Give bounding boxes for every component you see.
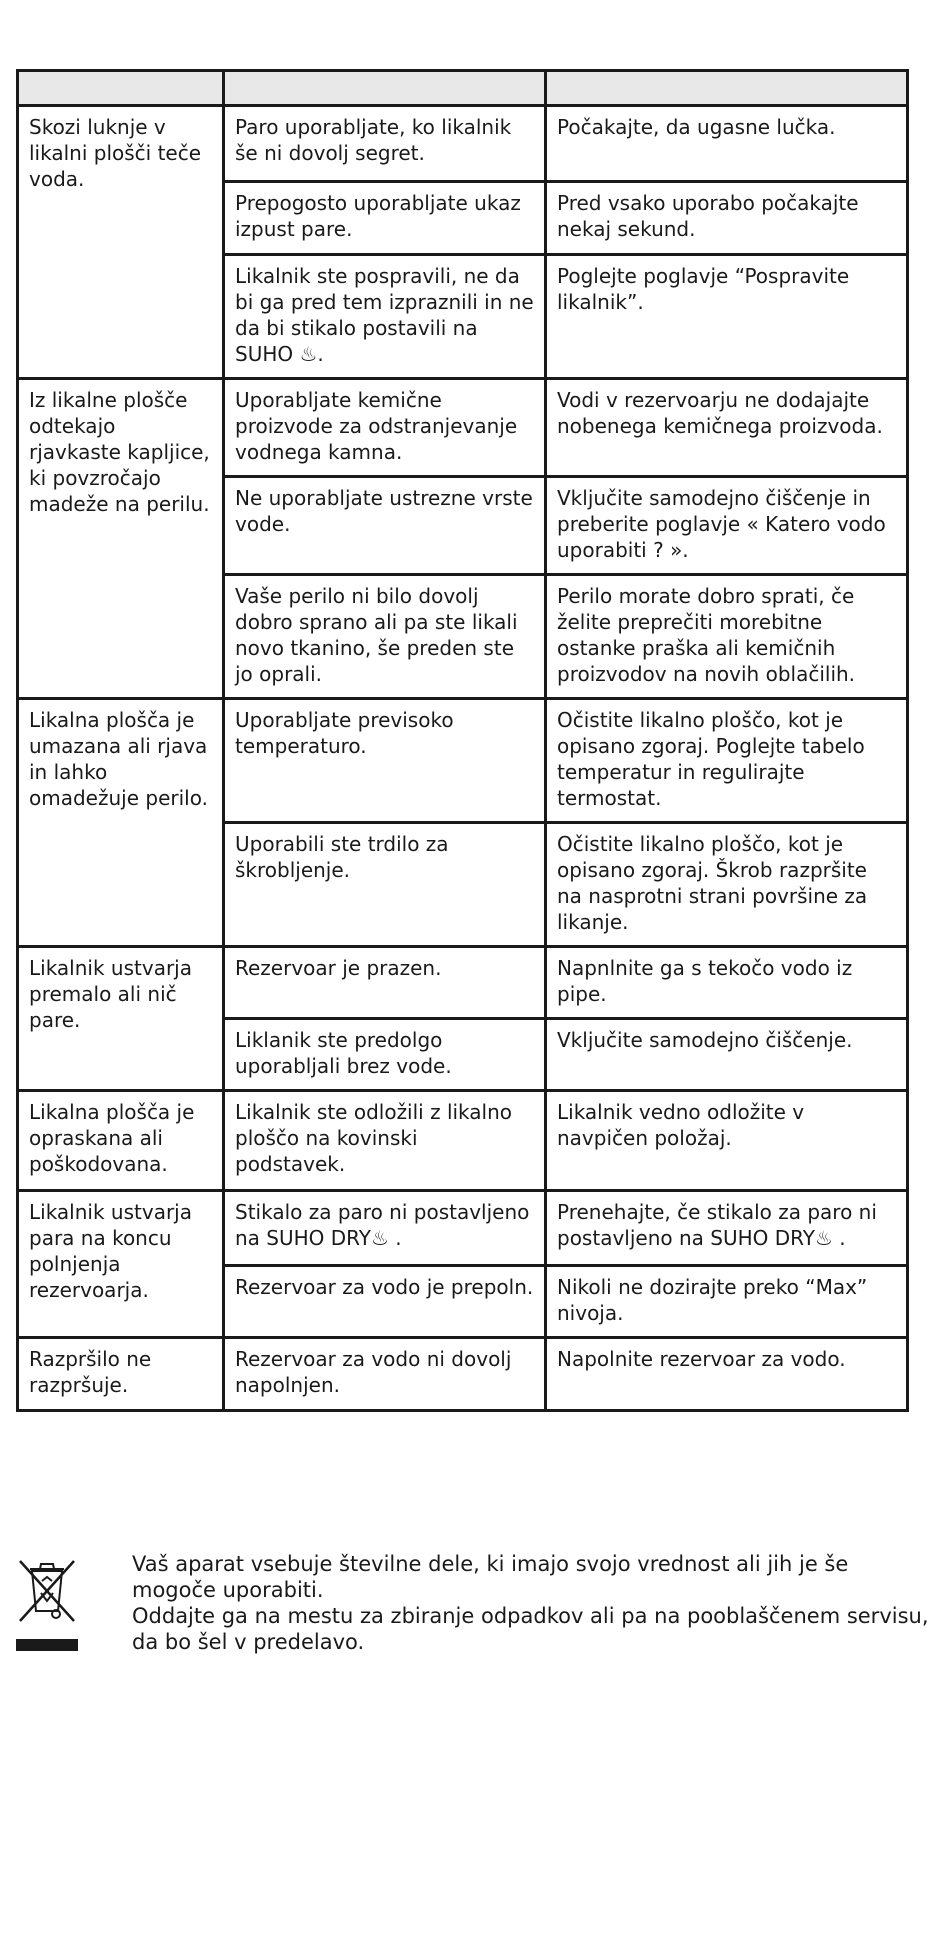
- header-solution: [546, 71, 908, 106]
- solution-cell: Nikoli ne dozirajte preko “Max” nivoja.: [546, 1266, 908, 1338]
- table-header-row: [18, 71, 908, 106]
- table-row: [18, 699, 908, 823]
- problem-cell: Iz likalne plošče odtekajo rjavkaste kapljice, ki povzročajo madeže na perilu.: [18, 379, 224, 699]
- table-row: [18, 1091, 908, 1191]
- problem-cell: Likalnik ustvarja premalo ali nič pare.: [18, 947, 224, 1091]
- solution-cell: Napolnite rezervoar za vodo.: [546, 1338, 908, 1411]
- solution-cell: Vključite samodejno čiščenje.: [546, 1019, 908, 1091]
- problem-cell: Razpršilo ne razpršuje.: [18, 1338, 224, 1411]
- disposal-line-2: Oddajte ga na mestu za zbiranje odpadkov ali pa na pooblaščenem servisu, da bo šel v predelavo.: [132, 1604, 929, 1654]
- crossed-out-wheelie-bin-icon: [16, 1557, 78, 1657]
- solution-cell: Poglejte poglavje “Pospravite likalnik”.: [546, 255, 908, 379]
- cause-cell: Vaše perilo ni bilo dovolj dobro sprano ali pa ste likali novo tkanino, še preden ste jo oprali.: [224, 575, 546, 699]
- solution-cell: Pred vsako uporabo počakajte nekaj sekund.: [546, 182, 908, 255]
- problem-cell: Skozi luknje v likalni plošči teče voda.: [18, 106, 224, 379]
- solution-cell: Vključite samodejno čiščenje in preberite poglavje « Katero vodo uporabiti ? ».: [546, 477, 908, 575]
- solution-cell: Počakajte, da ugasne lučka.: [546, 106, 908, 182]
- table-row: [18, 947, 908, 1019]
- cause-cell: Paro uporabljate, ko likalnik še ni dovolj segret.: [224, 106, 546, 182]
- problem-cell: Likalnik ustvarja para na koncu polnjenja rezervoarja.: [18, 1191, 224, 1338]
- cause-cell: Prepogosto uporabljate ukaz izpust pare.: [224, 182, 546, 255]
- cause-cell: Rezervoar je prazen.: [224, 947, 546, 1019]
- solution-cell: Očistite likalno ploščo, kot je opisano zgoraj. Poglejte tabelo temperatur in regulirajte termostat.: [546, 699, 908, 823]
- disposal-line-1: Vaš aparat vsebuje številne dele, ki imajo svojo vrednost ali jih je še mogoče uporabiti.: [132, 1552, 849, 1602]
- cause-cell: Uporabljate kemične proizvode za odstranjevanje vodnega kamna.: [224, 379, 546, 477]
- solution-cell: Očistite likalno ploščo, kot je opisano zgoraj. Škrob razpršite na nasprotni strani površine za likanje.: [546, 823, 908, 947]
- solution-cell: Likalnik vedno odložite v navpičen položaj.: [546, 1091, 908, 1191]
- disposal-notice: [132, 1551, 932, 1655]
- table-row: [18, 379, 908, 477]
- header-cause: [224, 71, 546, 106]
- header-problem: [18, 71, 224, 106]
- cause-cell: Rezervoar za vodo ni dovolj napolnjen.: [224, 1338, 546, 1411]
- cause-cell: Uporabljate previsoko temperaturo.: [224, 699, 546, 823]
- troubleshooting-table: [16, 69, 909, 1412]
- cause-cell: Likalnik ste pospravili, ne da bi ga pred tem izpraznili in ne da bi stikalo postavili na SUHO ♨.: [224, 255, 546, 379]
- solution-cell: Napnlnite ga s tekočo vodo iz pipe.: [546, 947, 908, 1019]
- table-row: [18, 1191, 908, 1266]
- cause-cell: Stikalo za paro ni postavljeno na SUHO DRY♨ .: [224, 1191, 546, 1266]
- solution-cell: Perilo morate dobro sprati, če želite preprečiti morebitne ostanke praška ali kemičnih proizvodov na novih oblačilih.: [546, 575, 908, 699]
- cause-cell: Likalnik ste odložili z likalno ploščo na kovinski podstavek.: [224, 1091, 546, 1191]
- cause-cell: Uporabili ste trdilo za škrobljenje.: [224, 823, 546, 947]
- problem-cell: Likalna plošča je umazana ali rjava in lahko omadežuje perilo.: [18, 699, 224, 947]
- cause-cell: Liklanik ste predolgo uporabljali brez vode.: [224, 1019, 546, 1091]
- table-row: [18, 1338, 908, 1411]
- problem-cell: Likalna plošča je opraskana ali poškodovana.: [18, 1091, 224, 1191]
- cause-cell: Ne uporabljate ustrezne vrste vode.: [224, 477, 546, 575]
- solution-cell: Vodi v rezervoarju ne dodajajte nobenega kemičnega proizvoda.: [546, 379, 908, 477]
- solution-cell: Prenehajte, če stikalo za paro ni postavljeno na SUHO DRY♨ .: [546, 1191, 908, 1266]
- table-row: [18, 106, 908, 182]
- cause-cell: Rezervoar za vodo je prepoln.: [224, 1266, 546, 1338]
